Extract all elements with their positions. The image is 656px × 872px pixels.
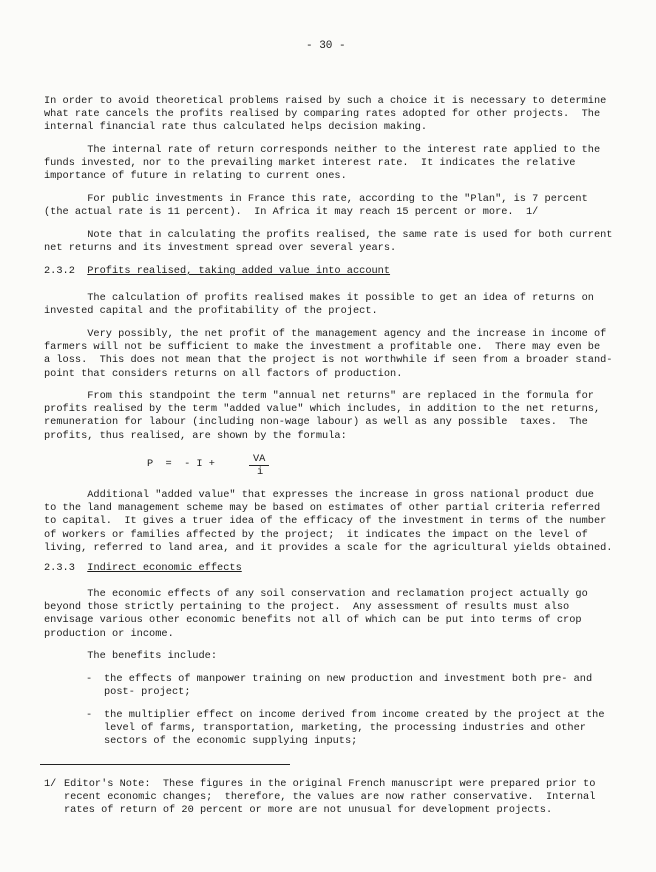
paragraph-1: In order to avoid theoretical problems raised by such a choice it is necessary to determine what rate cancels the profits realised by comparing rates adopted for other projects. The internal financial rate thus calculated helps decision making. bbox=[44, 95, 607, 134]
paragraph-4: Note that in calculating the profits realised, the same rate is used for both current net returns and its investment spread over several years. bbox=[44, 229, 613, 255]
paragraph-9: The economic effects of any soil conservation and reclamation project actually go beyond those strictly pertaining to the project. Any assessment of results must also envisage various other economic benefits not all of which can be put into terms of crop production or income. bbox=[44, 588, 588, 640]
formula-numerator: VA bbox=[253, 453, 266, 465]
paragraph-2: The internal rate of return corresponds neither to the interest rate applied to the funds invested, nor to the prevailing market interest rate. It indicates the relative importance of future in relating to current ones. bbox=[44, 144, 601, 183]
paragraph-3: For public investments in France this rate, according to the "Plan", is 7 percent (the actual rate is 11 percent). In Africa it may reach 15 percent or more. 1/ bbox=[44, 193, 588, 219]
page-number: - 30 - bbox=[306, 40, 346, 52]
bullet-marker: - bbox=[86, 673, 93, 685]
formula-lhs: P = - I + bbox=[147, 458, 215, 470]
formula-denominator: i bbox=[257, 466, 264, 478]
paragraph-5: The calculation of profits realised makes it possible to get an idea of returns on invested capital and the profitability of the project. bbox=[44, 292, 594, 318]
footnote-marker: 1/ bbox=[44, 778, 57, 790]
paragraph-8: Additional "added value" that expresses the increase in gross national product due to the land management scheme may be based on estimates of other partial criteria referred to capital. It gives a truer idea of the efficacy of the investment in terms of the number of workers or families affected by the project; it indicates the impact on the level of living, referred to land area, and it provides a scale for the agricultural yields obtained. bbox=[44, 489, 613, 554]
bullet-marker: - bbox=[86, 709, 93, 721]
paragraph-6: Very possibly, the net profit of the management agency and the increase in income of farmers will not be sufficient to make the investment a profitable one. There may even be a loss. This does not mean that the project is not worthwhile if seen from a broader stand- point that considers returns on all factors of production. bbox=[44, 328, 613, 380]
footnote-text: Editor's Note: These figures in the original French manuscript were prepared prior to recent economic changes; therefore, the values are now rather conservative. Internal rates of return of 20 percent or more are not unusual for development projects. bbox=[64, 778, 596, 817]
section-title: Profits realised, taking added value into account bbox=[87, 265, 391, 277]
bullet-item: the multiplier effect on income derived from income created by the project at the level of farms, transportation, marketing, the processing industries and other sectors of the economic supplying inputs; bbox=[104, 709, 605, 748]
paragraph-7: From this standpoint the term "annual net returns" are replaced in the formula for profits realised by the term "added value" which includes, in addition to the net returns, remuneration for labour (including non-wage labour) as well as any possible taxes. The profits, thus realised, are shown by the formula: bbox=[44, 390, 601, 442]
section-number: 2.3.3 bbox=[44, 562, 75, 574]
section-title: Indirect economic effects bbox=[87, 562, 242, 574]
paragraph-10: The benefits include: bbox=[44, 650, 218, 662]
section-heading-2-3-3 bbox=[44, 562, 242, 575]
section-number: 2.3.2 bbox=[44, 265, 75, 277]
bullet-item: the effects of manpower training on new production and investment both pre- and post- project; bbox=[104, 673, 593, 699]
section-heading-2-3-2 bbox=[44, 265, 390, 278]
footnote-rule bbox=[40, 764, 290, 765]
